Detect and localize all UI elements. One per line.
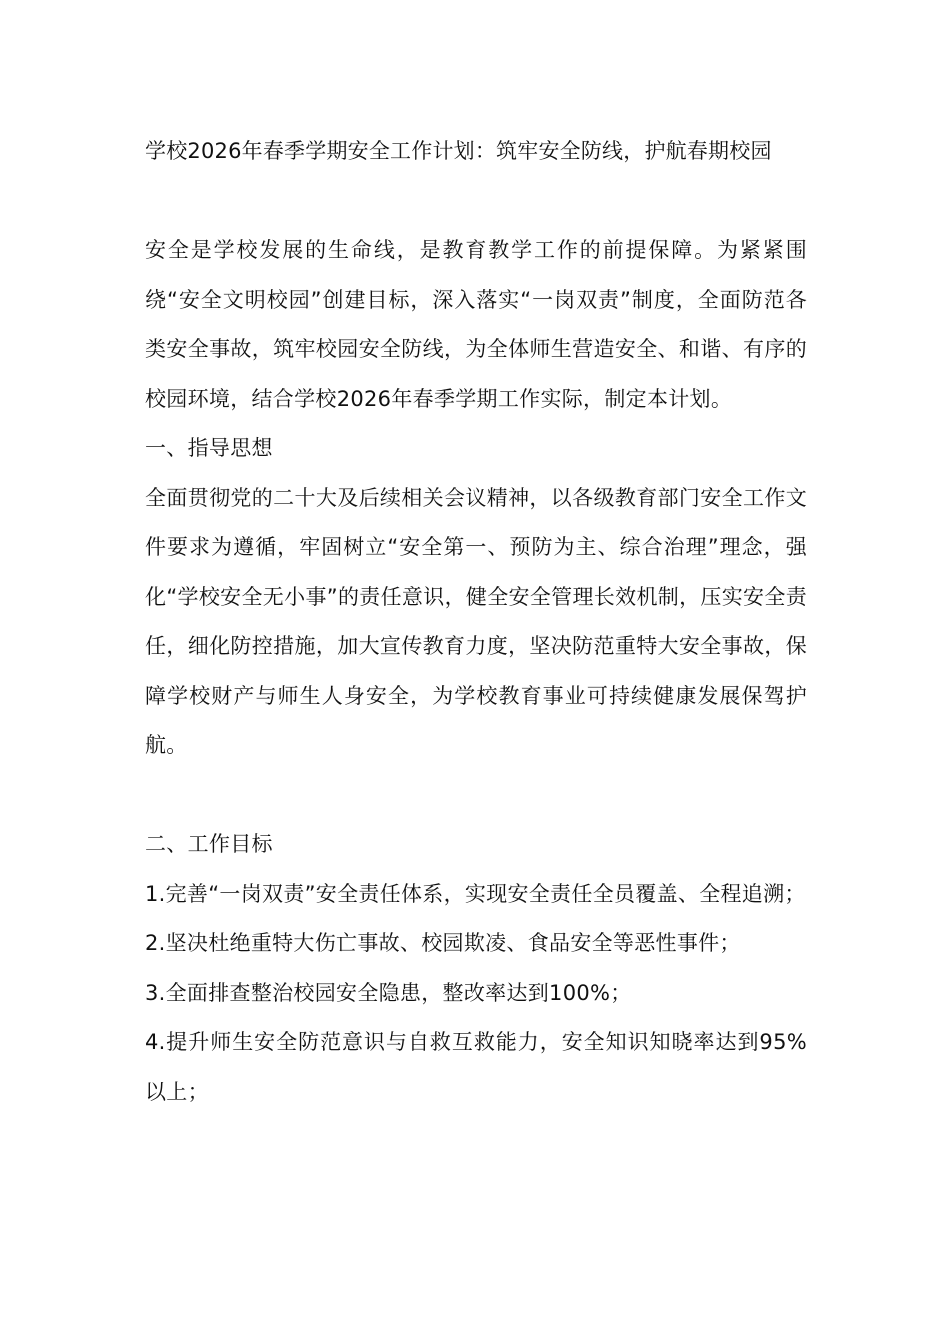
document-title: 学校2026年春季学期安全工作计划：筑牢安全防线，护航春期校园 <box>145 139 772 163</box>
goal-item-3: 3.全面排查整治校园安全隐患，整改率达到100%； <box>145 980 632 1005</box>
section-heading-guiding-thought: 一、指导思想 <box>145 436 273 460</box>
goal-item-4: 4.提升师生安全防范意识与自救互救能力，安全知识知晓率达到95%以上； <box>145 1030 807 1104</box>
goal-item-1: 1.完善“一岗双责”安全责任体系，实现安全责任全员覆盖、全程追溯； <box>145 881 806 906</box>
blank-line <box>145 771 807 821</box>
document-body <box>145 226 807 1117</box>
guiding-thought-paragraph: 全面贯彻党的二十大及后续相关会议精神，以各级教育部门安全工作文件要求为遵循，牢固树立“安全第一、预防为主、综合治理”理念，强化“学校安全无小事”的责任意识，健全安全管理长效机制，压实安全责任，细化防控措施，加大宣传教育力度，坚决防范重特大安全事故，保障学校财产与师生人身安全，为学校教育事业可持续健康发展保驾护航。 <box>145 485 807 757</box>
section-heading-work-goals: 二、工作目标 <box>145 832 273 856</box>
goal-item-2: 2.坚决杜绝重特大伤亡事故、校园欺凌、食品安全等恶性事件； <box>145 931 741 955</box>
intro-paragraph: 安全是学校发展的生命线，是教育教学工作的前提保障。为紧紧围绕“安全文明校园”创建目标，深入落实“一岗双责”制度，全面防范各类安全事故，筑牢校园安全防线，为全体师生营造安全、和谐、有序的校园环境，结合学校2026年春季学期工作实际，制定本计划。 <box>145 238 807 411</box>
